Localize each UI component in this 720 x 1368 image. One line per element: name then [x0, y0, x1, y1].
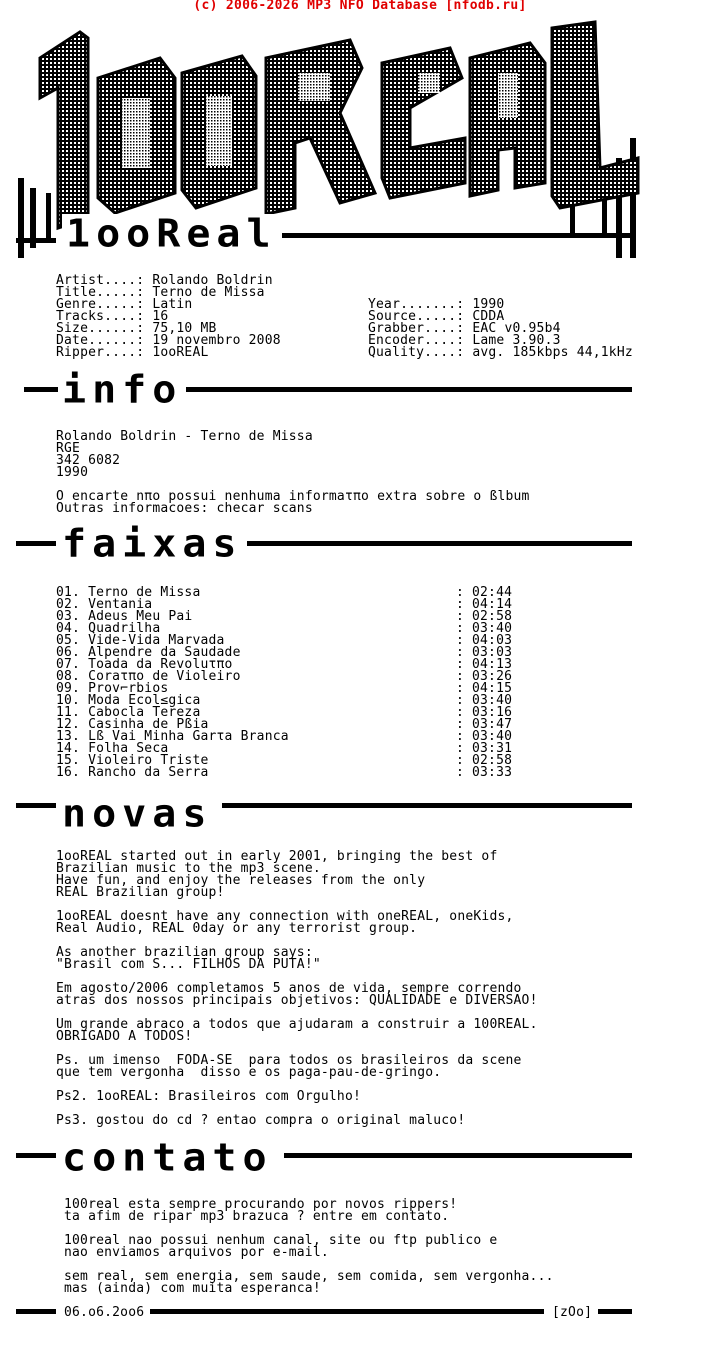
- track-duration: 03:40: [472, 621, 513, 636]
- release-field: Genre.....: Latin: [56, 297, 193, 312]
- release-field: Date......: 19 novembro 2008: [56, 333, 281, 348]
- faixas-divider-right: [240, 541, 632, 546]
- info-line: 342 6082: [56, 453, 121, 468]
- info-divider-right: [172, 387, 632, 392]
- track-name: 08. Coraτπo de Violeiro: [56, 669, 241, 684]
- info-line: RGE: [56, 441, 81, 456]
- logo-subtitle-text: 1ooReal: [66, 212, 277, 256]
- contato-text: [64, 1199, 554, 1295]
- release-field: Ripper....: 1ooREAL: [56, 345, 209, 360]
- track-name: 11. Cabocla Tereza: [56, 705, 201, 720]
- track-name: 01. Terno de Missa: [56, 585, 201, 600]
- novas-line: "Brasil com S... FILHOS DA PUTA!": [56, 957, 321, 972]
- track-duration: 03:40: [472, 729, 513, 744]
- novas-line: atras dos nossos principais objetivos: QUALIDADE e DIVERSAO!: [56, 993, 538, 1008]
- track-name: 13. Lß Vai Minha Garτa Branca: [56, 729, 289, 744]
- track-duration: 03:47: [472, 717, 513, 732]
- track-name: 12. Casinha de Pßia: [56, 717, 209, 732]
- logo-underline-right: [282, 233, 632, 238]
- track-duration: 03:16: [472, 705, 513, 720]
- novas-line: REAL Brazilian group!: [56, 885, 225, 900]
- release-field: Source.....: CDDA: [368, 309, 505, 324]
- section-title-contato: [58, 1138, 277, 1178]
- section-title-info: [58, 370, 186, 410]
- contato-line: sem real, sem energia, sem saude, sem comida, sem vergonha...: [64, 1269, 554, 1284]
- track-separator: :: [456, 597, 465, 612]
- novas-line: Um grande abraco a todos que ajudaram a construir a 100REAL.: [56, 1017, 538, 1032]
- track-name: 15. Violeiro Triste: [56, 753, 209, 768]
- footer-divider-left: [16, 1309, 56, 1314]
- track-duration: 03:26: [472, 669, 513, 684]
- track-name: 16. Rancho da Serra: [56, 765, 209, 780]
- contato-line: nao enviamos arquivos por e-mail.: [64, 1245, 329, 1260]
- track-separator: :: [456, 681, 465, 696]
- track-duration: 02:58: [472, 609, 513, 624]
- track-name: 04. Quadrilha: [56, 621, 161, 636]
- track-separator: :: [456, 729, 465, 744]
- track-separator: :: [456, 669, 465, 684]
- track-separator: :: [456, 585, 465, 600]
- track-name: 02. Ventania: [56, 597, 153, 612]
- track-name: 07. Toada da Revoluτπo: [56, 657, 233, 672]
- contato-line: 100real esta sempre procurando por novos rippers!: [64, 1197, 458, 1212]
- track-row: [56, 767, 512, 779]
- track-duration: 03:33: [472, 765, 513, 780]
- info-line: Rolando Boldrin - Terno de Missa: [56, 429, 313, 444]
- track-separator: :: [456, 609, 465, 624]
- footer-divider-middle: [150, 1309, 544, 1314]
- section-title-contato-text: contato: [62, 1136, 273, 1180]
- release-field: Quality....: avg. 185kbps 44,1kHz: [368, 345, 633, 360]
- section-title-faixas-text: faixas: [62, 522, 243, 566]
- section-title-novas-text: novas: [62, 792, 213, 836]
- novas-text: [56, 851, 538, 1127]
- novas-line: Brazilian music to the mp3 scene.: [56, 861, 321, 876]
- novas-line: Ps3. gostou do cd ? entao compra o original maluco!: [56, 1113, 466, 1128]
- contato-line: ta afim de ripar mp3 brazuca ? entre em contato.: [64, 1209, 450, 1224]
- novas-divider-right: [222, 803, 632, 808]
- release-field: Year.......: 1990: [368, 297, 505, 312]
- track-name: 10. Moda Ecol≤gica: [56, 693, 201, 708]
- novas-line: que tem vergonha disso e os paga-pau-de-gringo.: [56, 1065, 442, 1080]
- release-field: Encoder....: Lame 3.90.3: [368, 333, 561, 348]
- section-title-faixas: [58, 524, 247, 564]
- info-line: 1990: [56, 465, 89, 480]
- release-field: Tracks....: 16: [56, 309, 169, 324]
- track-duration: 03:40: [472, 693, 513, 708]
- novas-line: Ps. um imenso FODA-SE para todos os brasileiros da scene: [56, 1053, 522, 1068]
- contato-line: mas (ainda) com muita esperanca!: [64, 1281, 321, 1296]
- info-line: Outras informacoes: checar scans: [56, 501, 313, 516]
- track-duration: 04:15: [472, 681, 513, 696]
- track-separator: :: [456, 717, 465, 732]
- track-duration: 04:03: [472, 633, 513, 648]
- track-separator: :: [456, 765, 465, 780]
- release-field: Size......: 75,10 MB: [56, 321, 217, 336]
- section-title-info-text: info: [62, 368, 183, 412]
- contato-line: 100real nao possui nenhum canal, site ou ftp publico e: [64, 1233, 498, 1248]
- release-field: Grabber....: EAC v0.95b4: [368, 321, 561, 336]
- release-info-left: [56, 275, 281, 359]
- section-title-novas: [58, 794, 216, 834]
- track-name: 09. Prov⌐rbios: [56, 681, 169, 696]
- novas-line: 1ooREAL doesnt have any connection with oneREAL, oneKids,: [56, 909, 514, 924]
- footer-date: 06.o6.2oo6: [64, 1305, 145, 1320]
- footer-tag: [zOo]: [552, 1305, 593, 1320]
- info-line: O encarte nπo possui nenhuma informaτπo extra sobre o ßlbum: [56, 489, 530, 504]
- track-separator: :: [456, 741, 465, 756]
- track-separator: :: [456, 753, 465, 768]
- novas-line: OBRIGADO A TODOS!: [56, 1029, 193, 1044]
- track-name: 03. Adeus Meu Pai: [56, 609, 193, 624]
- novas-divider-left: [16, 803, 56, 808]
- track-duration: 02:58: [472, 753, 513, 768]
- footer-divider-right: [598, 1309, 632, 1314]
- track-separator: :: [456, 645, 465, 660]
- contato-divider-right: [284, 1153, 632, 1158]
- track-separator: :: [456, 705, 465, 720]
- faixas-divider-left: [16, 541, 56, 546]
- release-field: Title.....: Terno de Missa: [56, 285, 265, 300]
- info-text: [56, 431, 530, 515]
- contato-divider-left: [16, 1153, 56, 1158]
- track-name: 06. Alpendre da Saudade: [56, 645, 241, 660]
- track-duration: 04:13: [472, 657, 513, 672]
- release-field: Artist....: Rolando Boldrin: [56, 273, 273, 288]
- track-duration: 04:14: [472, 597, 513, 612]
- novas-line: Em agosto/2006 completamos 5 anos de vida, sempre correndo: [56, 981, 522, 996]
- nfodb-credit-link[interactable]: (c) 2006-2026 MP3 NFO Database [nfodb.ru]: [193, 0, 527, 13]
- novas-line: As another brazilian group says:: [56, 945, 313, 960]
- track-separator: :: [456, 621, 465, 636]
- novas-line: 1ooREAL started out in early 2001, bringing the best of: [56, 849, 498, 864]
- track-duration: 03:03: [472, 645, 513, 660]
- track-name: 14. Folha Seca: [56, 741, 169, 756]
- track-separator: :: [456, 633, 465, 648]
- novas-line: Have fun, and enjoy the releases from the only: [56, 873, 426, 888]
- track-duration: 02:44: [472, 585, 513, 600]
- logo-underline-left: [16, 238, 56, 243]
- logo-subtitle: [62, 214, 281, 254]
- release-info-right: [368, 299, 633, 359]
- info-divider-left: [24, 387, 58, 392]
- track-list: [56, 587, 512, 779]
- track-separator: :: [456, 693, 465, 708]
- track-duration: 03:31: [472, 741, 513, 756]
- track-separator: :: [456, 657, 465, 672]
- novas-line: Ps2. 1ooREAL: Brasileiros com Orgulho!: [56, 1089, 362, 1104]
- track-name: 05. Vide-Vida Marvada: [56, 633, 225, 648]
- novas-line: Real Audio, REAL 0day or any terrorist group.: [56, 921, 418, 936]
